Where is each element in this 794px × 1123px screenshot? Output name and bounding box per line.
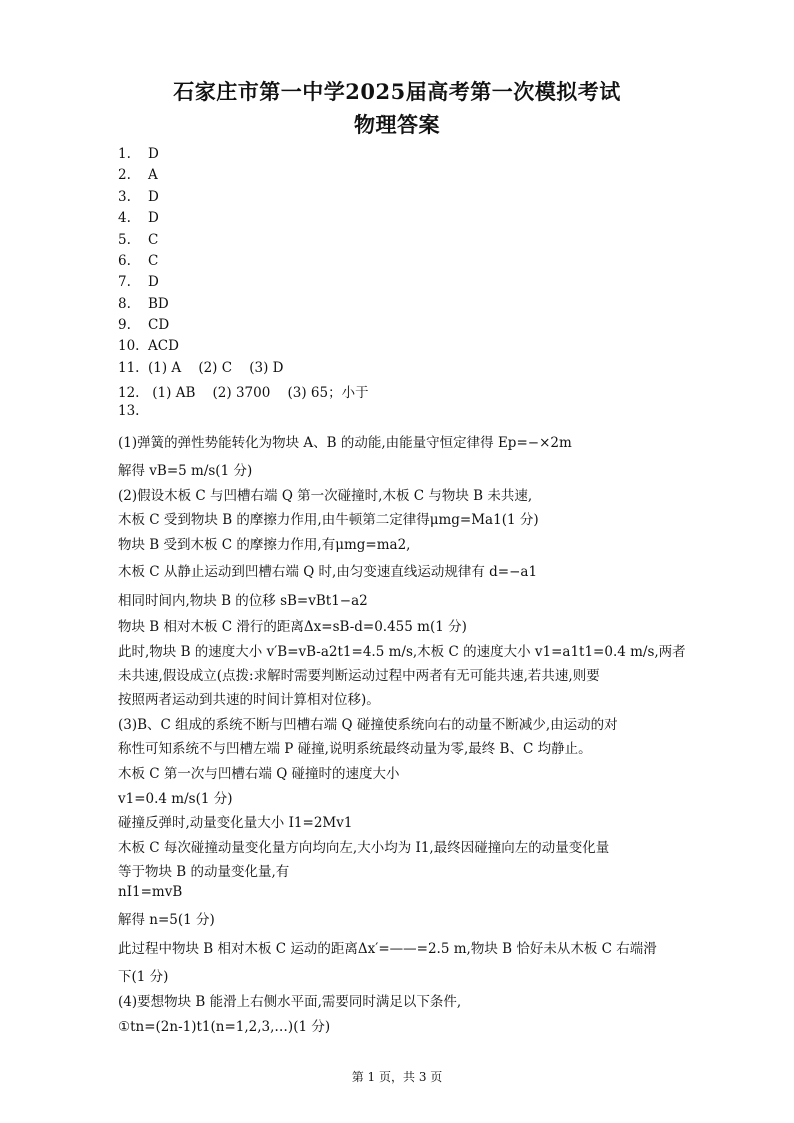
answer-number: 7. <box>118 274 131 290</box>
answer-number: 11. <box>118 360 140 376</box>
answer-item <box>118 146 159 162</box>
answer-number: 6. <box>118 253 131 269</box>
answer-number: 9. <box>118 317 131 333</box>
solution-line: 解得 n=5(1 分) <box>118 912 215 928</box>
solution-line: 木板 C 每次碰撞动量变化量方向均向左,大小均为 I1,最终因碰撞向左的动量变化量 <box>118 840 610 856</box>
solution-line: 木板 C 从静止运动到凹槽右端 Q 时,由匀变速直线运动规律有 d=−a1 <box>118 564 538 580</box>
answer-text: (1) A (2) C (3) D <box>148 360 284 376</box>
solution-line: 物块 B 相对木板 C 滑行的距离Δx=sB-d=0.455 m(1 分) <box>118 619 467 635</box>
solution-line: (3)B、C 组成的系统不断与凹槽右端 Q 碰撞使系统向右的动量不断减少,由运动的对 <box>118 717 618 733</box>
answer-item <box>118 403 148 419</box>
answer-text: ACD <box>148 338 179 354</box>
answer-item <box>118 167 158 183</box>
answer-number: 12. <box>118 385 140 401</box>
solution-line: (4)要想物块 B 能滑上右侧水平面,需要同时满足以下条件, <box>118 994 462 1010</box>
solution-line: v1=0.4 m/s(1 分) <box>118 791 233 807</box>
answer-text: BD <box>148 296 169 312</box>
answer-item <box>118 360 283 376</box>
answer-text: A <box>148 167 158 183</box>
answer-item <box>118 338 179 354</box>
answer-number: 1. <box>118 146 131 162</box>
answer-item <box>118 317 169 333</box>
document-title: 石家庄市第一中学2025届高考第一次模拟考试 <box>173 79 621 104</box>
answer-item <box>118 189 159 205</box>
solution-line: 按照两者运动到共速的时间计算相对位移)。 <box>118 692 380 708</box>
answer-item <box>118 232 158 248</box>
answer-text: D <box>148 146 159 162</box>
solution-line: 此时,物块 B 的速度大小 v′B=vB-a2t1=4.5 m/s,木板 C 的速度大小 v1=a1t1=0.4 m/s,两者 <box>118 644 686 660</box>
answer-number: 3. <box>118 189 131 205</box>
solution-line: 此过程中物块 B 相对木板 C 运动的距离Δx′=——=2.5 m,物块 B 恰好未从木板 C 右端滑 <box>118 941 657 957</box>
answer-item <box>118 274 159 290</box>
answer-text: CD <box>148 317 170 333</box>
solution-line: 碰撞反弹时,动量变化量大小 I1=2Mv1 <box>118 815 353 831</box>
answer-text: (1) AB (2) 3700 (3) 65；小于 <box>148 385 369 401</box>
answer-text: C <box>148 232 159 248</box>
answer-item <box>118 296 169 312</box>
solution-line: 木板 C 受到物块 B 的摩擦力作用,由牛顿第二定律得μmg=Ma1(1 分) <box>118 512 539 528</box>
solution-line: (1)弹簧的弹性势能转化为物块 A、B 的动能,由能量守恒定律得 Ep=−×2m <box>118 435 572 451</box>
page-number: 第 1 页，共 3 页 <box>351 1070 443 1084</box>
answer-number: 10. <box>118 338 140 354</box>
answer-text: D <box>148 189 159 205</box>
solution-line: 下(1 分) <box>118 969 169 985</box>
answer-text: D <box>148 210 159 226</box>
solution-line: 木板 C 第一次与凹槽右端 Q 碰撞时的速度大小 <box>118 766 400 782</box>
solution-line: 等于物块 B 的动量变化量,有 <box>118 864 290 880</box>
solution-line: 未共速,假设成立(点拨:求解时需要判断运动过程中两者有无可能共速,若共速,则要 <box>118 668 600 684</box>
solution-line: 物块 B 受到木板 C 的摩擦力作用,有μmg=ma2, <box>118 537 411 553</box>
answer-number: 13. <box>118 403 140 419</box>
answer-item <box>118 381 369 401</box>
answer-number: 5. <box>118 232 131 248</box>
solution-line: 解得 vB=5 m/s(1 分) <box>118 463 253 479</box>
answer-item <box>118 210 159 226</box>
solution-line: 称性可知系统不与凹槽左端 P 碰撞,说明系统最终动量为零,最终 B、C 均静止。 <box>118 741 592 757</box>
solution-line: (2)假设木板 C 与凹槽右端 Q 第一次碰撞时,木板 C 与物块 B 未共速, <box>118 488 533 504</box>
answer-number: 8. <box>118 296 131 312</box>
answer-number: 2. <box>118 167 131 183</box>
document-subtitle: 物理答案 <box>354 112 440 137</box>
answer-number: 4. <box>118 210 131 226</box>
answer-text: D <box>148 274 159 290</box>
answer-text: C <box>148 253 159 269</box>
answer-item <box>118 253 158 269</box>
solution-line: 相同时间内,物块 B 的位移 sB=vBt1−a2 <box>118 593 368 609</box>
solution-line: nI1=mvB <box>118 884 183 900</box>
solution-line: ①tn=(2n-1)t1(n=1,2,3,…)(1 分) <box>118 1019 331 1035</box>
